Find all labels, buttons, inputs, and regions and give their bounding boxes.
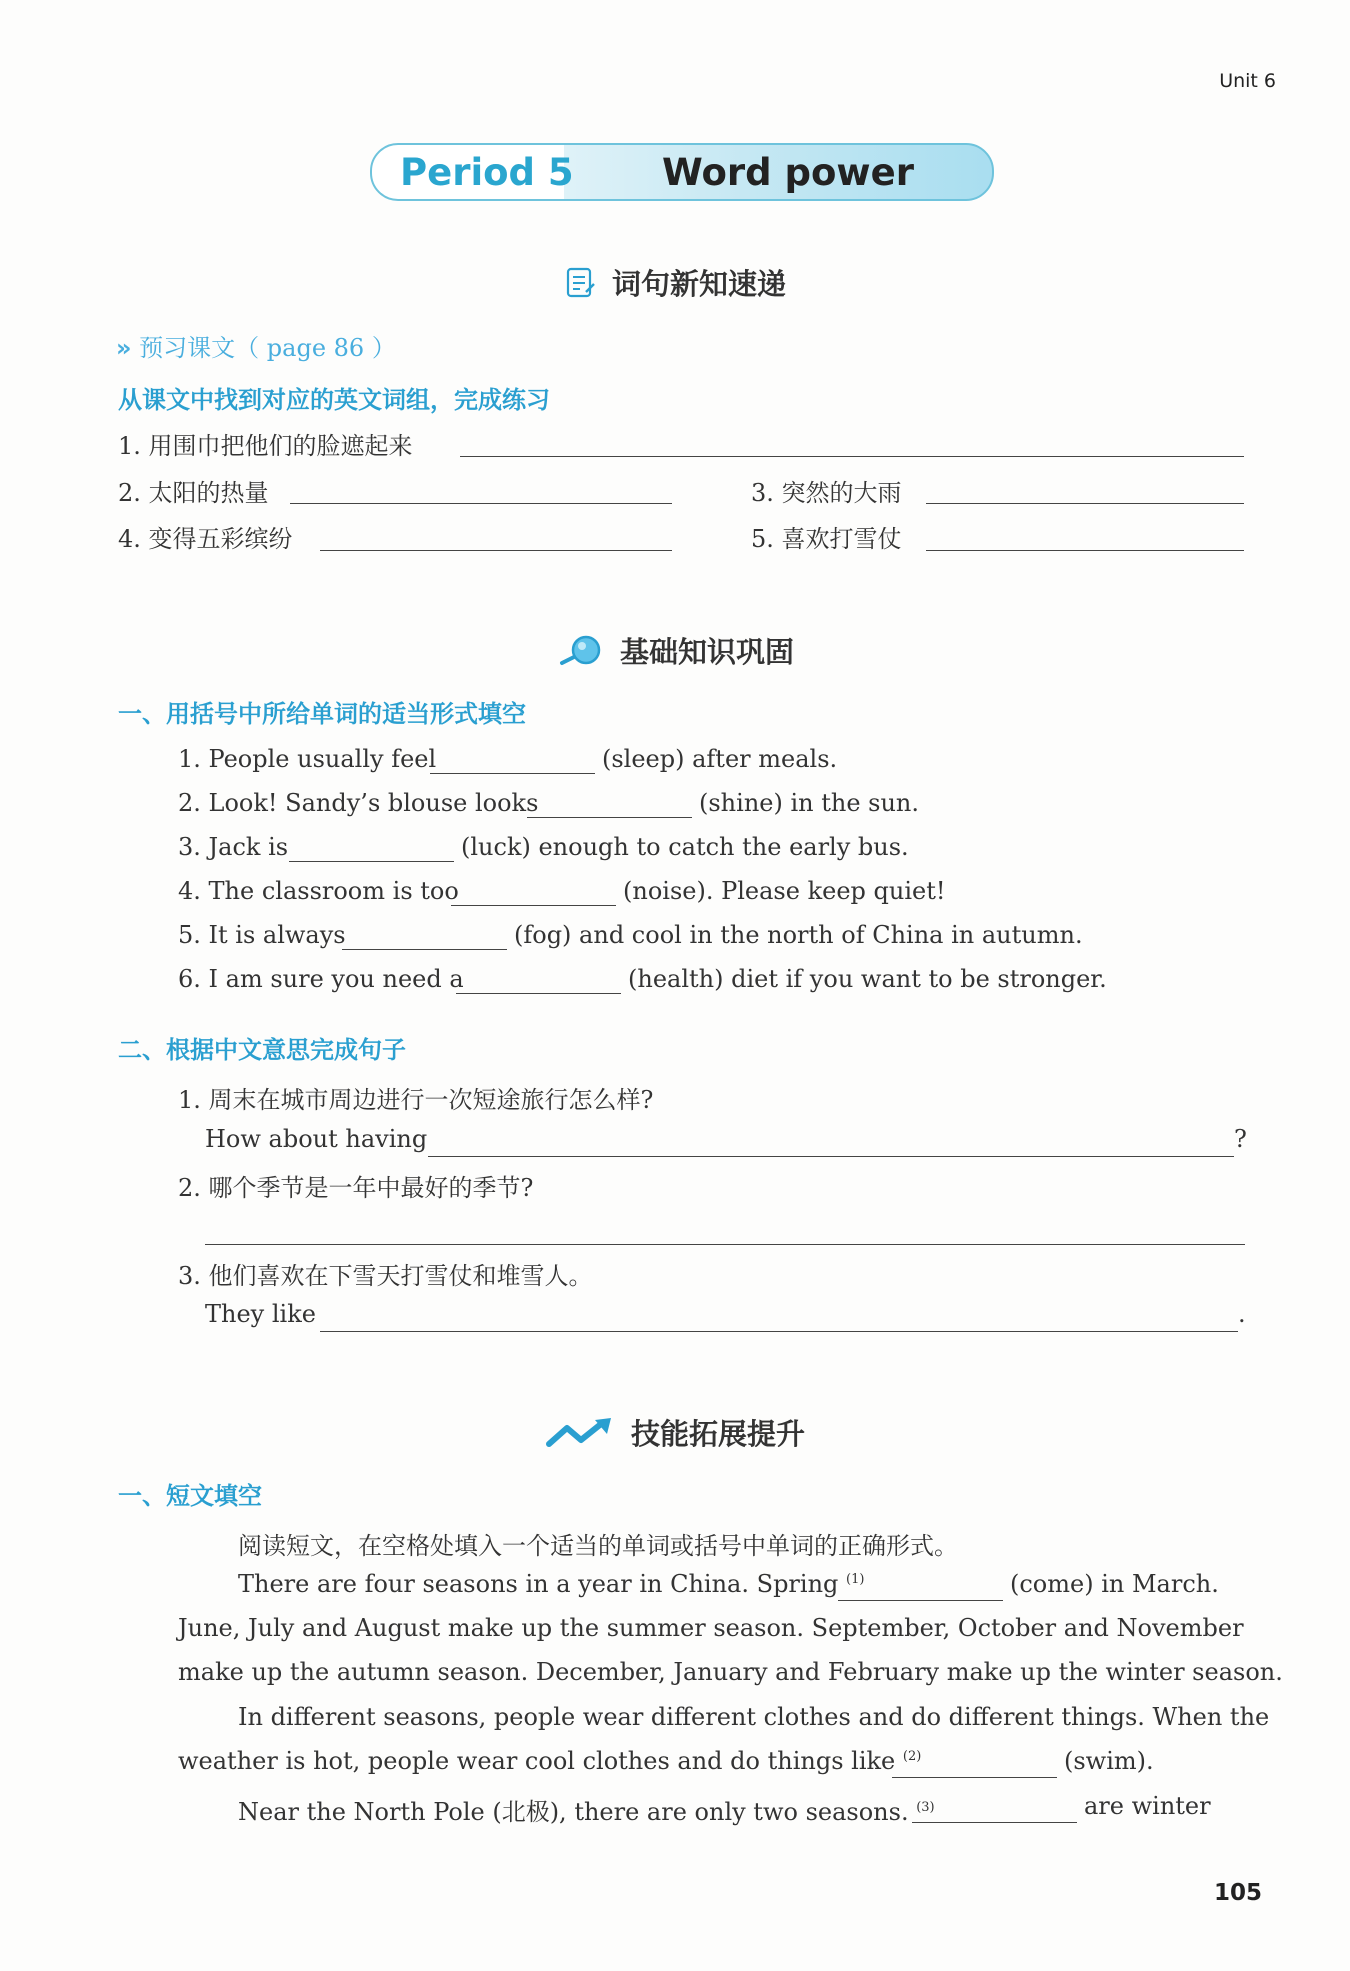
blank-3[interactable]: [289, 861, 454, 862]
reading-part-title: 一、短文填空: [118, 1482, 262, 1510]
vocab-item-1: 1. 用围巾把他们的脸遮起来: [118, 432, 413, 460]
blank-2[interactable]: [527, 817, 692, 818]
translate-line-1[interactable]: [428, 1156, 1234, 1157]
page-number: 105: [1213, 1880, 1262, 1906]
unit-label: Unit 6: [1219, 70, 1276, 92]
section-heading-text: 基础知识巩固: [619, 635, 794, 669]
translate-item-1-end: ?: [1234, 1125, 1247, 1153]
period-label: Period 5: [400, 151, 574, 194]
passage-blank-3[interactable]: [912, 1822, 1077, 1823]
answer-line-3[interactable]: [926, 503, 1244, 504]
fill-item-4-pre: 4. The classroom is too: [178, 877, 459, 905]
blank-1[interactable]: [430, 773, 595, 774]
period-title-banner: [370, 143, 994, 201]
vocab-item-4: 4. 变得五彩缤纷: [118, 525, 293, 553]
translate-line-2[interactable]: [205, 1244, 1245, 1245]
answer-line-2[interactable]: [290, 503, 672, 504]
translate-line-3[interactable]: [320, 1331, 1238, 1332]
magnifier-icon: [556, 633, 606, 676]
passage-line-6: Near the North Pole (北极), there are only two seasons. $^{(3)}$: [238, 1798, 935, 1826]
double-chevron-icon: »: [116, 334, 132, 362]
part1-title: 一、用括号中所给单词的适当形式填空: [118, 700, 526, 728]
fill-item-1-post: (sleep) after meals.: [602, 745, 838, 773]
fill-item-3-pre: 3. Jack is: [178, 833, 289, 861]
section-heading-vocab: [0, 262, 1350, 307]
preview-label: » 预习课文（ page 86 ）: [116, 334, 396, 362]
blank-4[interactable]: [451, 905, 616, 906]
fill-item-2-pre: 2. Look! Sandy’s blouse looks: [178, 789, 539, 817]
section-heading-basics: [0, 630, 1350, 676]
answer-line-4[interactable]: [320, 550, 672, 551]
section-heading-skills: [0, 1412, 1350, 1457]
fill-item-5-post: (fog) and cool in the north of China in autumn.: [514, 921, 1083, 949]
passage-line-6-end: are winter: [1084, 1792, 1211, 1820]
vocab-item-2: 2. 太阳的热量: [118, 479, 269, 507]
reading-instruction: 阅读短文，在空格处填入一个适当的单词或括号中单词的正确形式。: [238, 1532, 958, 1560]
passage-line-3: make up the autumn season. December, January and February make up the winter season.: [178, 1658, 1283, 1686]
translate-item-3-end: .: [1238, 1300, 1246, 1328]
lesson-title: Word power: [662, 151, 914, 194]
translate-item-3-en: They like: [205, 1300, 316, 1328]
translate-item-3-cn: 3. 他们喜欢在下雪天打雪仗和堆雪人。: [178, 1262, 593, 1290]
passage-blank-2[interactable]: [892, 1777, 1057, 1778]
passage-line-5-end: (swim).: [1064, 1747, 1154, 1775]
fill-item-4-post: (noise). Please keep quiet!: [623, 877, 946, 905]
fill-item-1-pre: 1. People usually feel: [178, 745, 437, 773]
vocab-item-3: 3. 突然的大雨: [751, 479, 902, 507]
answer-line-1[interactable]: [460, 456, 1244, 457]
vocab-item-5: 5. 喜欢打雪仗: [751, 525, 902, 553]
translate-item-1-en: How about having: [205, 1125, 428, 1153]
trending-up-icon: [545, 1416, 617, 1457]
blank-5[interactable]: [342, 949, 507, 950]
passage-blank-1[interactable]: [838, 1600, 1003, 1601]
translate-item-2-cn: 2. 哪个季节是一年中最好的季节?: [178, 1174, 534, 1202]
passage-line-2: June, July and August make up the summer season. September, October and November: [178, 1614, 1244, 1642]
translate-item-1-cn: 1. 周末在城市周边进行一次短途旅行怎么样?: [178, 1086, 654, 1114]
blank-6[interactable]: [456, 993, 621, 994]
fill-item-5-pre: 5. It is always: [178, 921, 346, 949]
passage-line-1-end: (come) in March.: [1010, 1570, 1219, 1598]
passage-line-1: There are four seasons in a year in China. Spring $^{(1)}$: [238, 1570, 865, 1598]
fill-item-6-pre: 6. I am sure you need a: [178, 965, 464, 993]
answer-line-5[interactable]: [926, 550, 1244, 551]
notebook-icon: [564, 266, 598, 307]
section-heading-text: 技能拓展提升: [630, 1417, 805, 1451]
fill-item-2-post: (shine) in the sun.: [699, 789, 920, 817]
section1-instruction: 从课文中找到对应的英文词组，完成练习: [118, 386, 550, 414]
part2-title: 二、根据中文意思完成句子: [118, 1036, 406, 1064]
section-heading-text: 词句新知速递: [611, 267, 786, 301]
passage-line-5: weather is hot, people wear cool clothes and do things like $^{(2)}$: [178, 1747, 922, 1775]
fill-item-6-post: (health) diet if you want to be stronger.: [628, 965, 1107, 993]
fill-item-3-post: (luck) enough to catch the early bus.: [461, 833, 909, 861]
passage-line-4: In different seasons, people wear different clothes and do different things. When the: [238, 1703, 1270, 1731]
